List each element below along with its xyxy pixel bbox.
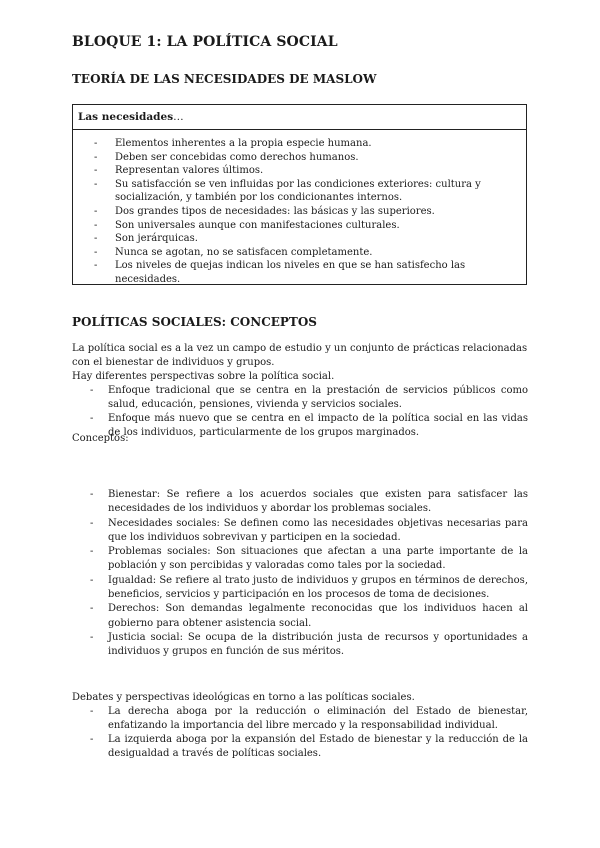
list-item — [94, 164, 514, 178]
list-item-text: Representan valores últimos. — [115, 165, 264, 177]
dash-bullet: - — [94, 260, 98, 272]
dash-bullet: - — [94, 151, 98, 163]
needs-box-header-bold: Las necesidades — [78, 111, 174, 123]
section-heading-maslow: TEORÍA DE LAS NECESIDADES DE MASLOW — [72, 72, 377, 86]
list-item — [72, 733, 528, 761]
list-item — [72, 517, 528, 546]
dash-bullet: - — [90, 546, 94, 558]
dash-bullet: - — [90, 734, 94, 745]
list-item-text: Enfoque más nuevo que se centra en el impacto de la política social en las vidas de los individuos, particularmente de los grupos marginados. — [108, 413, 528, 438]
dash-bullet: - — [94, 178, 98, 190]
dash-bullet: - — [90, 413, 94, 424]
list-item-text: Nunca se agotan, no se satisfacen completamente. — [115, 246, 373, 258]
intro-block — [72, 342, 528, 440]
concepts-list — [72, 488, 528, 660]
list-item-text: Son jerárquicas. — [115, 233, 198, 245]
list-item — [72, 545, 528, 574]
list-item-text: Deben ser concebidas como derechos humanos. — [115, 151, 359, 163]
list-item-text: Su satisfacción se ven influidas por las condiciones exteriores: cultura y socialización, y también por los condicionantes internos. — [115, 178, 481, 204]
dash-bullet: - — [94, 138, 98, 149]
list-item — [94, 246, 514, 260]
list-item — [72, 488, 528, 517]
dash-bullet: - — [90, 574, 94, 586]
document-title: BLOQUE 1: LA POLÍTICA SOCIAL — [72, 34, 338, 50]
dash-bullet: - — [90, 385, 94, 396]
list-item-text: Elementos inherentes a la propia especie humana. — [115, 138, 372, 149]
needs-box-header — [73, 105, 526, 130]
dash-bullet: - — [90, 631, 94, 643]
list-item-text: Necesidades sociales: Se definen como las necesidades objetivas necesarias para que los individuos sobrevivan y participen en la sociedad. — [108, 517, 528, 543]
intro-paragraph: La política social es a la vez un campo de estudio y un conjunto de prácticas relacionadas con el bienestar de individuos y grupos. — [72, 343, 528, 368]
debates-block — [72, 691, 528, 761]
list-item — [94, 232, 514, 246]
dash-bullet: - — [94, 233, 98, 245]
debates-intro: Debates y perspectivas ideológicas en torno a las políticas sociales. — [72, 692, 415, 703]
list-item — [94, 178, 514, 205]
list-item-text: Dos grandes tipos de necesidades: las básicas y las superiores. — [115, 205, 435, 217]
debates-list — [72, 705, 528, 761]
dash-bullet: - — [90, 706, 94, 717]
concepts-label: Conceptos: — [72, 433, 129, 444]
list-item-text: La derecha aboga por la reducción o eliminación del Estado de bienestar, enfatizando la importancia del libre mercado y la responsabilidad individual. — [108, 706, 528, 731]
list-item-text: Los niveles de quejas indican los niveles en que se han satisfecho las necesidades. — [115, 260, 466, 285]
needs-box — [72, 104, 527, 285]
list-item-text: Enfoque tradicional que se centra en la prestación de servicios públicos como salud, educación, pensiones, vivienda y servicios sociales. — [108, 385, 528, 410]
perspectives-intro: Hay diferentes perspectivas sobre la política social. — [72, 371, 335, 382]
list-item — [94, 259, 514, 286]
list-item-text: Bienestar: Se refiere a los acuerdos sociales que existen para satisfacer las necesidades de los individuos y abordar los problemas sociales. — [108, 489, 528, 515]
dash-bullet: - — [90, 603, 94, 615]
list-item — [94, 137, 514, 151]
list-item — [72, 631, 528, 660]
concepts-block — [72, 488, 528, 660]
list-item — [72, 602, 528, 631]
needs-list — [73, 130, 526, 287]
list-item — [94, 205, 514, 219]
list-item-text: Igualdad: Se refiere al trato justo de individuos y grupos en términos de derechos, beneficios, servicios y participación en los procesos de toma de decisiones. — [108, 574, 528, 601]
list-item — [72, 574, 528, 603]
dash-bullet: - — [90, 489, 94, 500]
list-item-text: La izquierda aboga por la expansión del Estado de bienestar y la reducción de la desigualdad a través de políticas sociales. — [108, 734, 528, 759]
list-item — [94, 219, 514, 233]
needs-box-header-ellipsis: … — [173, 111, 184, 123]
list-item-text: Justicia social: Se ocupa de la distribución justa de recursos y oportunidades a individuos y grupos en función de sus méritos. — [108, 631, 528, 658]
section-heading-social-policies: POLÍTICAS SOCIALES: CONCEPTOS — [72, 315, 317, 329]
list-item-text: Son universales aunque con manifestaciones culturales. — [115, 219, 400, 231]
dash-bullet: - — [94, 246, 98, 258]
list-item — [72, 705, 528, 733]
list-item-text: Derechos: Son demandas legalmente reconocidas que los individuos hacen al gobierno para obtener asistencia social. — [108, 603, 528, 629]
dash-bullet: - — [94, 205, 98, 217]
list-item — [72, 384, 528, 412]
dash-bullet: - — [94, 219, 98, 231]
dash-bullet: - — [94, 165, 98, 177]
list-item-text: Problemas sociales: Son situaciones que afectan a una parte importante de la población y son percibidas y valoradas como tales por la sociedad. — [108, 546, 528, 572]
list-item — [94, 151, 514, 165]
dash-bullet: - — [90, 517, 94, 529]
